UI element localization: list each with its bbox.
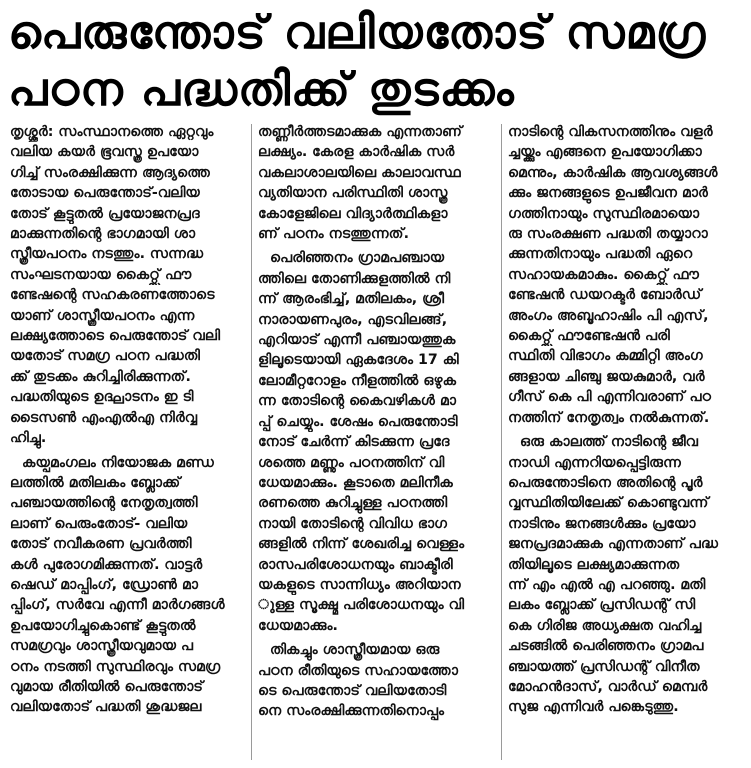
- article-line: കൾ പുരോഗമിക്കുന്നത്. വാട്ടർ: [10, 556, 203, 573]
- article-line: ധേയമാക്കും.: [258, 617, 338, 634]
- article-line: ലക്ഷ്യത്തോടെ പെരുന്തോട് വലി: [10, 328, 221, 345]
- article-headline: [8, 4, 743, 118]
- article-line: നാടിനും ജനങ്ങൾക്കും പ്രയോ: [508, 515, 696, 532]
- article-line: പദ്ധതിയുടെ ഉദ്ഘാടനം ഇ ടി: [10, 389, 194, 406]
- article-line: ജനപ്രദമാക്കുക എന്നതാണ് പദ്ധ: [508, 536, 719, 553]
- headline-line-2: പഠന പദ്ധതിക്ക് തുടക്കം: [8, 62, 515, 116]
- article-line: ലോമീറ്ററോളം നീളത്തിൽ ഒഴുക: [258, 372, 457, 389]
- article-line: ങ്ങളിൽ നിന്ന് ശേഖരിച്ച വെള്ളം: [258, 536, 465, 553]
- article-line: ണ്ടേഷൻ ഡയറക്ടർ ബോർഡ്: [508, 287, 702, 304]
- article-line: നെ സംരക്ഷിക്കുന്നതിനൊപ്പം: [258, 703, 445, 720]
- article-line: വ്യതിയാന പരിസ്ഥിതി ശാസ്ത്ര: [258, 185, 448, 202]
- article-line: ഒരു കാലത്ത് നാടിന്റെ ജീവ: [520, 434, 699, 451]
- article-line: കോളേജിലെ വിദ്യാർത്ഥികളാ: [258, 205, 448, 222]
- article-line: പഠന രീതിയുടെ സഹായത്തോ: [258, 662, 459, 679]
- article-line: വകലാശാലയിലെ കാലാവസ്ഥ: [258, 164, 461, 181]
- article-line: ന്ന തോടിന്റെ കൈവഴികൾ മാ: [258, 393, 457, 410]
- article-line: ക്കും ജനങ്ങളുടെ ഉപജീവന മാർ: [508, 185, 708, 202]
- article-line: വലിയ കയർ ഭൂവസ്ത്ര ഉപയോ: [10, 144, 199, 161]
- article-line: ച്ചയ്ക്കും എങ്ങനെ ഉപയോഗിക്കാ: [508, 144, 702, 161]
- column-divider: [501, 124, 502, 760]
- article-paragraph: [258, 640, 494, 722]
- article-line: ചടങ്ങിൽ പെരിഞ്ഞനം ഗ്രാമപ: [508, 638, 704, 655]
- article-line: തണ്ണീർത്തടമാക്കുക എന്നതാണ്: [258, 124, 463, 140]
- article-line: കയ്പമംഗലം നിയോജക മണ്ഡ: [22, 454, 215, 471]
- article-line: ലാണ് പെരുംതോട്- വലിയ: [10, 515, 188, 532]
- article-line: നോട് ചേർന്ന് കിടക്കുന്ന പ്രദേ: [258, 434, 450, 451]
- article-line: ക്കുന്നതിനായും പദ്ധതി ഏറെ: [508, 246, 693, 263]
- article-line: ഹിച്ചു.: [10, 430, 47, 447]
- article-line: ഗീസ് കെ പി എന്നിവരാണ് പഠ: [508, 389, 712, 406]
- article-line: സംഘടനയായ കൈറ്റ്സ് ഫൗ: [10, 266, 192, 283]
- article-line: യാണ് ശാസ്ത്രീയപഠനം എന്ന: [10, 307, 195, 324]
- article-paragraph: [508, 122, 744, 428]
- article-line: ളിലൂടെയായി ഏകദേശം 17 കി: [258, 352, 459, 369]
- article-line: തോട് നവീകരണ പ്രവർത്തി: [10, 536, 192, 553]
- article-paragraph: [10, 122, 246, 449]
- article-line: തൃശ്ശൂർ: സംസ്ഥാനത്തെ ഏറ്റവും: [10, 124, 214, 140]
- article-line: തിയിലൂടെ ലക്ഷ്യമാക്കുന്നത: [508, 556, 680, 573]
- article-line: ത്തിലെ തോണിക്കുളത്തിൽ നി: [258, 270, 451, 287]
- article-line: രണത്തെ കുറിച്ചുള്ള പഠനത്തി: [258, 495, 448, 512]
- article-line: ുള്ള സൂക്ഷ്മ പരിശോധനയും വി: [258, 597, 465, 614]
- article-line: ലകം ബ്ലോക്ക് പ്രസിഡന്റ് സി: [508, 597, 696, 614]
- article-line: നാടിന്റെ വികസനത്തിനും വളർ: [508, 124, 713, 140]
- article-line: വലിയതോട് പദ്ധതി ശുദ്ധജല: [10, 699, 202, 716]
- article-line: പെരിഞ്ഞനം ഗ്രാമപഞ്ചായ: [270, 250, 445, 267]
- article-line: അംഗം അബൂഹാഷിം പി എസ്,: [508, 307, 709, 324]
- article-line: ഷെഡ് മാപ്പിംഗ്, ഡ്രോൺ മാ: [10, 576, 199, 593]
- article-line: മോഹൻദാസ്, വാർഡ് മെമ്പർ: [508, 678, 708, 695]
- article-line: വ്വസ്ഥിതിയിലേക്ക് കൊണ്ടുവന്ന്: [508, 495, 709, 512]
- article-line: സുജ എന്നിവർ പങ്കെടുത്തു.: [508, 699, 679, 716]
- article-line: വുമായ രീതിയിൽ പെരുന്തോട്: [10, 678, 204, 695]
- article-line: ടെ പെരുന്തോട് വലിയതോടി: [258, 682, 447, 699]
- article-line: ണ്ടേഷന്റെ സഹകരണത്തോടെ: [10, 287, 215, 304]
- article-line: എറിയാട് എന്നീ പഞ്ചായത്തുക: [258, 332, 456, 349]
- headline-line-1: പെരുന്തോട് വലിയതോട് സമഗ്ര: [8, 5, 707, 59]
- article-line: ക്ക് തുടക്കം കുറിച്ചിരിക്കുന്നത്.: [10, 368, 191, 385]
- article-line: പ്പ് ചെയ്യും. ശേഷം പെരുന്തോടി: [258, 413, 458, 430]
- article-line: ഉപയോഗിച്ചുകൊണ്ട് കൂട്ടുതൽ: [10, 617, 196, 634]
- article-column-1: [10, 122, 246, 722]
- article-line: ന്ന് ആരംഭിച്ച്, മതിലകം, ശ്രീ: [258, 291, 445, 308]
- article-line: യകളുടെ സാന്നിധ്യം അറിയാന: [258, 576, 461, 593]
- article-line: ഞ്ചായത്ത് പ്രസിഡന്റ് വിനീത: [508, 658, 700, 675]
- article-line: സ്ഥിതി വിഭാഗം കമ്മിറ്റി അംഗ: [508, 348, 703, 365]
- article-line: ണ് പഠനം നടത്തുന്നത്.: [258, 226, 409, 243]
- article-line: ങ്ങളായ ചിഞ്ചു ജയകുമാർ, വർ: [508, 368, 705, 385]
- article-line: കെ ഗിരിജ അധ്യക്ഷത വഹിച്ച: [508, 617, 702, 634]
- article-line: സഹായകമാകും. കൈറ്റ്സ് ഫൗ: [508, 266, 699, 283]
- article-paragraph: [258, 248, 494, 636]
- column-divider: [251, 124, 252, 760]
- article-paragraph: [10, 453, 246, 718]
- article-line: ധേയമാക്കും. കൂടാതെ മലിനീക: [258, 474, 453, 491]
- article-line: ഗിച്ച് സംരക്ഷിക്കുന്ന ആദ്യത്തെ: [10, 164, 210, 181]
- article-line: ഗത്തിനായും സുസ്ഥിരമായൊ: [508, 205, 700, 222]
- article-line: തികച്ചും ശാസ്ത്രീയമായ ഒരു: [270, 642, 440, 659]
- article-line: നത്തിന് നേതൃത്വം നൽകുന്നത്.: [508, 409, 710, 426]
- article-column-3: [508, 122, 744, 722]
- article-column-2: [258, 122, 494, 726]
- article-line: മാക്കുന്നതിന്റെ ഭാഗമായി ശാ: [10, 226, 196, 243]
- article-line: തോട് കൂട്ടുതൽ പ്രയോജനപ്രദ: [10, 205, 200, 222]
- article-line: രാസപരിശോധനയും ബാക്ടീരി: [258, 556, 453, 573]
- article-line: നാരായണപുരം, എടവിലങ്ങ്,: [258, 311, 448, 328]
- article-line: ടൈസൺ എംഎൽഎ നിർവ്വ: [10, 409, 198, 426]
- article-line: ഠനം നടത്തി സുസ്ഥിരവും സമഗ്ര: [10, 658, 221, 675]
- article-line: കൈറ്റ്സ് ഫൗണ്ടേഷൻ പരി: [508, 328, 670, 345]
- article-line: ശത്തെ മണ്ണും പഠനത്തിന് വി: [258, 454, 445, 471]
- article-line: പ്പിംഗ്, സർവേ എന്നീ മാർഗങ്ങൾ: [10, 597, 225, 614]
- article-line: മെന്നും, കാർഷിക ആവശ്യങ്ങൾ: [508, 164, 718, 181]
- article-line: ന്ന് എം എൽ എ പറഞ്ഞു. മതി: [508, 576, 706, 593]
- article-line: ലത്തിൽ മതിലകം ബ്ലോക്ക്: [10, 474, 181, 491]
- article-line: പെരുന്തോടിനെ അതിന്റെ പൂർ: [508, 474, 703, 491]
- article-line: തോടായ പെരുന്തോട്-വലിയ: [10, 185, 200, 202]
- article-line: നായി തോടിന്റെ വിവിധ ഭാഗ: [258, 515, 448, 532]
- article-line: യതോട് സമഗ്ര പഠന പദ്ധതി: [10, 348, 200, 365]
- article-line: പഞ്ചായത്തിന്റെ നേതൃത്വത്തി: [10, 495, 198, 512]
- article-line: നാഡി എന്നറിയപ്പെട്ടിരുന്ന: [508, 454, 681, 471]
- article-paragraph: [258, 122, 494, 244]
- article-line: സ്ത്രീയപഠനം നടത്തും. സന്നദ്ധ: [10, 246, 204, 263]
- article-line: ലക്ഷ്യം. കേരള കാർഷിക സർ: [258, 144, 455, 161]
- article-line: സമഗ്രവും ശാസ്ത്രീയവുമായ പ: [10, 638, 194, 655]
- article-paragraph: [508, 432, 744, 718]
- article-line: രു സംരക്ഷണ പദ്ധതി തയ്യാറാ: [508, 226, 708, 243]
